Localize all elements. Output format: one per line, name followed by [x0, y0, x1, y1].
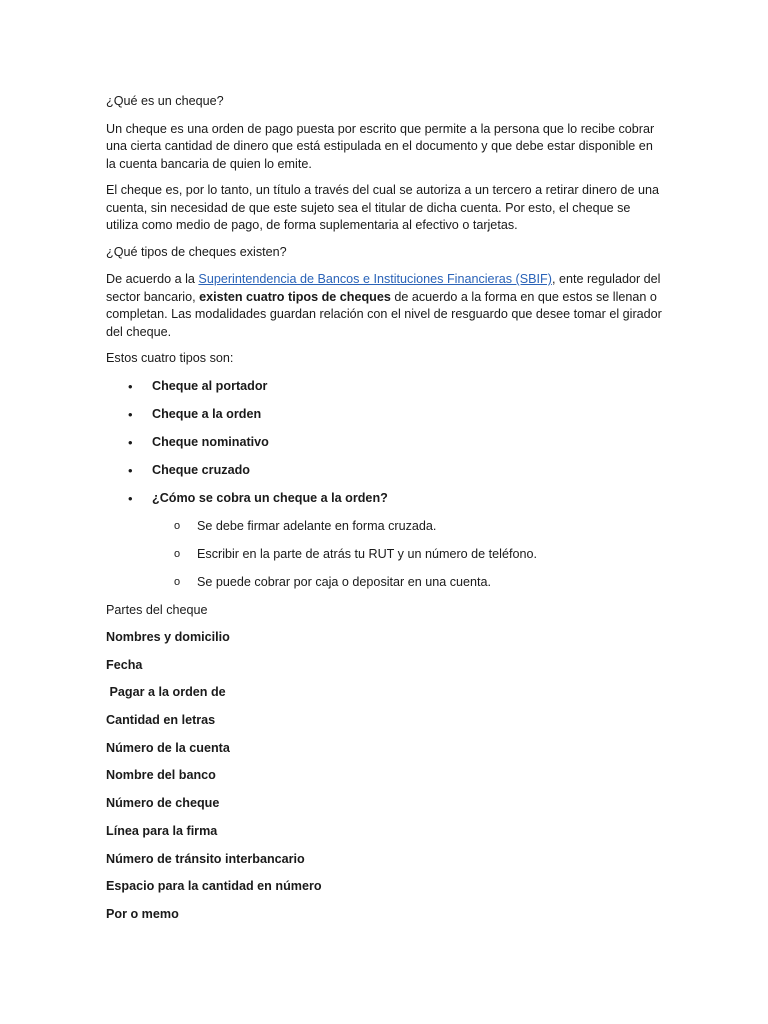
- sbif-text-c: de acuerdo a la forma en que estos se llenan o completan. Las modalidades guardan relación con el nivel de resguardo que desee tomar el girador del cheque.: [106, 289, 662, 339]
- part-item: Por o memo: [106, 906, 179, 921]
- cash-steps-list: [106, 518, 666, 602]
- step-label: Se puede cobrar por caja o depositar en una cuenta.: [197, 574, 492, 589]
- list-item-step: [106, 518, 666, 546]
- sbif-text-a: De acuerdo a la: [106, 272, 199, 286]
- bullet-icon: •: [128, 378, 133, 394]
- list-item-step: [106, 546, 666, 574]
- type-label: Cheque cruzado: [152, 462, 250, 477]
- question-what-is-cheque: ¿Qué es un cheque?: [106, 94, 224, 108]
- sbif-text-bold: existen cuatro tipos de cheques: [199, 289, 391, 304]
- type-label: Cheque a la orden: [152, 406, 262, 421]
- part-item: Fecha: [106, 657, 143, 672]
- cheque-parts-list: [106, 629, 666, 934]
- step-label: Escribir en la parte de atrás tu RUT y un número de teléfono.: [197, 546, 537, 561]
- document-page: [106, 93, 666, 934]
- part-item: Pagar a la orden de: [106, 685, 226, 700]
- part-item: Número de tránsito interbancario: [106, 851, 305, 866]
- part-item: Nombres y domicilio: [106, 630, 230, 644]
- type-label: Cheque nominativo: [152, 434, 269, 449]
- part-item: Número de la cuenta: [106, 740, 230, 755]
- question-types: ¿Qué tipos de cheques existen?: [106, 244, 287, 259]
- circle-bullet-icon: o: [174, 519, 181, 532]
- four-types-intro: Estos cuatro tipos son:: [106, 351, 234, 365]
- step-label: Se debe firmar adelante en forma cruzada.: [197, 518, 437, 533]
- list-item-type-crossed: [106, 462, 666, 490]
- part-item: Cantidad en letras: [106, 713, 216, 728]
- sbif-text-b: , ente regulador del sector bancario,: [106, 272, 661, 304]
- list-item-type-bearer: [106, 378, 666, 406]
- cheque-types-list: [106, 378, 666, 518]
- paragraph-definition: Un cheque es una orden de pago puesta por escrito que permite a la persona que lo recibe cobrar una cierta cantidad de dinero que está estipulada en el documento y que debe estar disponible en la cuenta bancaria de quien lo emite.: [106, 121, 655, 171]
- sbif-link[interactable]: Superintendencia de Bancos e Instituciones Financieras (SBIF): [198, 272, 552, 286]
- part-item: Número de cheque: [106, 796, 220, 811]
- part-item: Espacio para la cantidad en número: [106, 879, 322, 894]
- list-item-type-nominative: [106, 434, 666, 462]
- circle-bullet-icon: o: [174, 547, 181, 560]
- type-label: ¿Cómo se cobra un cheque a la orden?: [152, 490, 388, 505]
- type-label: Cheque al portador: [152, 378, 268, 393]
- part-item: Línea para la firma: [106, 823, 218, 838]
- paragraph-title-description: El cheque es, por lo tanto, un título a través del cual se autoriza a un tercero a retirar dinero de una cuenta, sin necesidad de que este sujeto sea el titular de dicha cuenta. Por esto, el cheque se utiliza como medio de pago, de forma suplementaria al efectivo o tarjetas.: [106, 183, 660, 232]
- parts-heading: Partes del cheque: [106, 602, 208, 617]
- list-item-step: [106, 574, 666, 602]
- part-item: Nombre del banco: [106, 768, 216, 783]
- bullet-icon: •: [128, 490, 133, 506]
- list-item-how-to-cash: [106, 490, 666, 518]
- paragraph-sbif: [106, 271, 666, 341]
- bullet-icon: •: [128, 462, 133, 478]
- circle-bullet-icon: o: [174, 575, 181, 588]
- list-item-type-order: [106, 406, 666, 434]
- bullet-icon: •: [128, 434, 133, 450]
- bullet-icon: •: [128, 406, 133, 422]
